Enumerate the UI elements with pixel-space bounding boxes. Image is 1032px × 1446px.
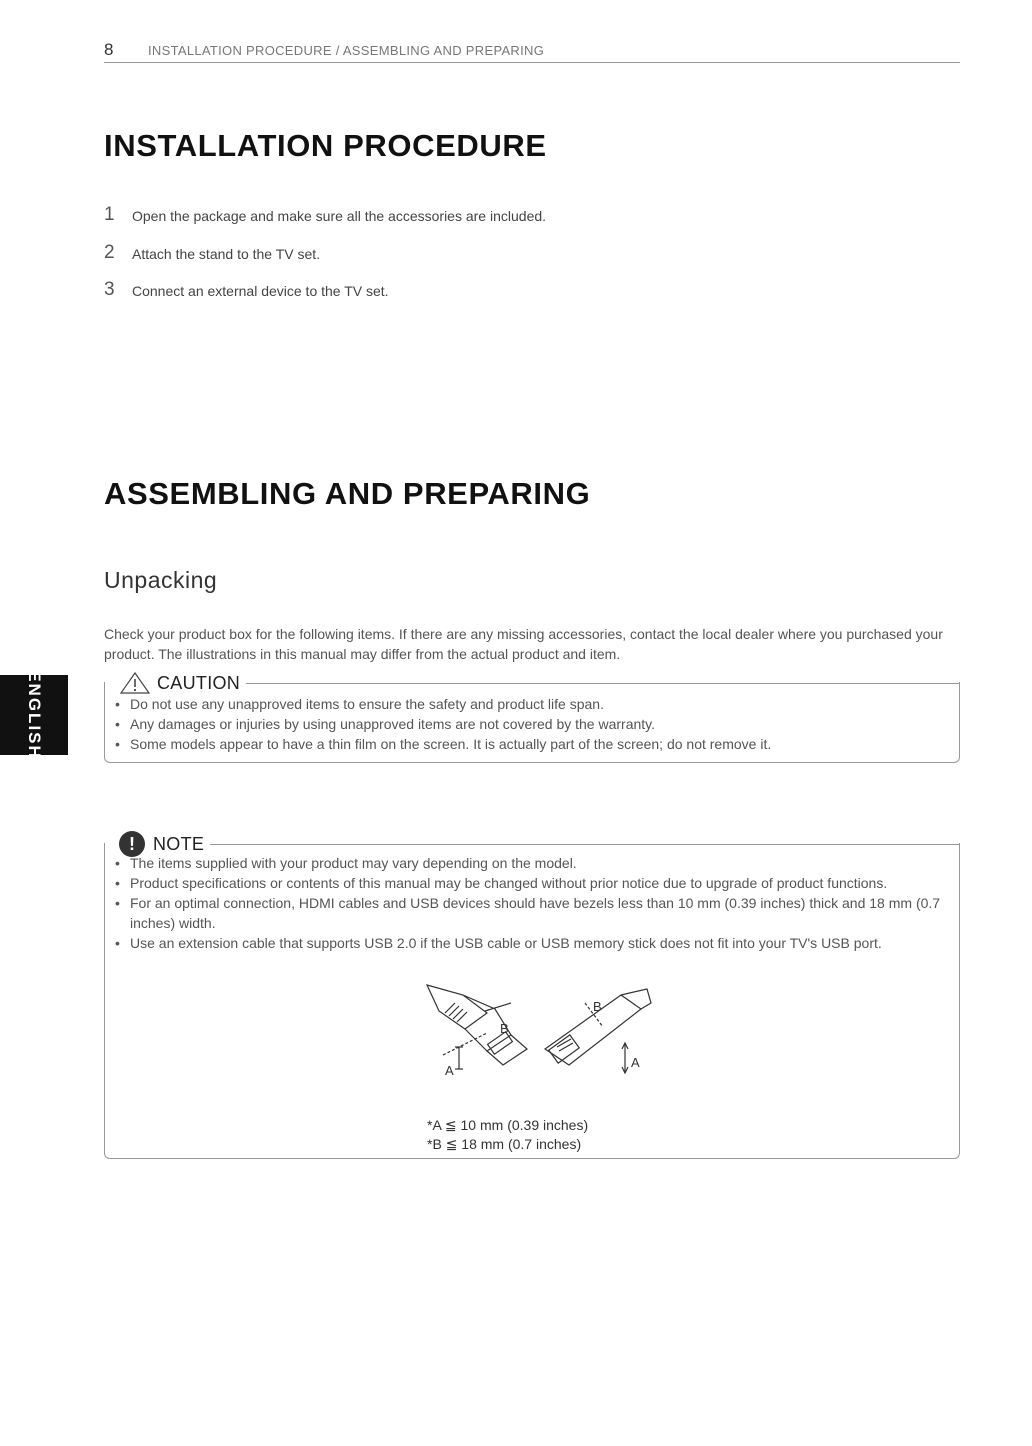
- step-text: Attach the stand to the TV set.: [132, 245, 321, 262]
- caution-item: • Some models appear to have a thin film on the screen. It is actually part of the screen; do not remove it.: [115, 734, 945, 754]
- installation-heading: INSTALLATION PROCEDURE: [104, 128, 547, 163]
- note-list: [105, 853, 945, 953]
- caution-list: [105, 694, 945, 754]
- language-tab-label: ENGLISH: [25, 670, 44, 760]
- connector-size-illustration: [425, 983, 655, 1093]
- step-text: Open the package and make sure all the accessories are included.: [132, 208, 547, 224]
- exclamation-icon: !: [119, 831, 145, 857]
- step-number: 2: [104, 241, 115, 263]
- note-rule: [210, 844, 959, 845]
- note-item: • The items supplied with your product may vary depending on the model.: [115, 853, 945, 873]
- page-header: [104, 40, 960, 63]
- caution-item: • Do not use any unapproved items to ensure the safety and product life span.: [115, 694, 945, 714]
- step-number: 3: [104, 279, 115, 300]
- installation-step: [104, 243, 546, 281]
- assembling-heading: ASSEMBLING AND PREPARING: [104, 476, 591, 511]
- step-number: 1: [104, 204, 115, 225]
- caution-rule: [246, 683, 959, 684]
- unpacking-subheading: Unpacking: [104, 567, 218, 593]
- spec-line-b: *B ≦ 18 mm (0.7 inches): [427, 1136, 582, 1152]
- running-header-title: INSTALLATION PROCEDURE / ASSEMBLING AND PREPARING: [148, 43, 545, 58]
- warning-triangle-icon: [119, 672, 151, 694]
- caution-label: CAUTION: [157, 672, 241, 693]
- caution-box: [104, 672, 960, 763]
- installation-step: [104, 205, 546, 243]
- note-box: [104, 833, 960, 1159]
- dimension-label-a: A: [445, 1063, 454, 1078]
- caution-item: • Any damages or injuries by using unapproved items are not covered by the warranty.: [115, 714, 945, 734]
- dimension-label-b: B: [500, 1021, 509, 1036]
- dimension-label-a: A: [631, 1055, 640, 1070]
- note-item: • For an optimal connection, HDMI cables and USB devices should have bezels less than 10 mm (0.39 inches) thick and 18 mm (0.7 inches) width.: [115, 893, 945, 933]
- note-header: [105, 833, 959, 855]
- note-label: NOTE: [153, 833, 205, 854]
- hdmi-connector-drawing: [427, 985, 527, 1069]
- spec-line-a: *A ≦ 10 mm (0.39 inches): [427, 1117, 589, 1133]
- dimension-label-b: B: [593, 999, 602, 1014]
- installation-steps: [104, 205, 546, 318]
- installation-step: [104, 280, 546, 318]
- unpacking-intro: Check your product box for the following items. If there are any missing accessories, contact the local dealer where you purchased your product. The illustrations in this manual may differ from the actual product and item.: [104, 626, 943, 662]
- caution-header: [105, 672, 959, 694]
- language-side-tab: [0, 670, 68, 760]
- page-number: 8: [104, 40, 114, 59]
- step-text: Connect an external device to the TV set.: [132, 283, 389, 299]
- note-item: • Use an extension cable that supports USB 2.0 if the USB cable or USB memory stick does not fit into your TV's USB port.: [115, 933, 945, 953]
- note-item: • Product specifications or contents of this manual may be changed without prior notice due to upgrade of product functions.: [115, 873, 945, 893]
